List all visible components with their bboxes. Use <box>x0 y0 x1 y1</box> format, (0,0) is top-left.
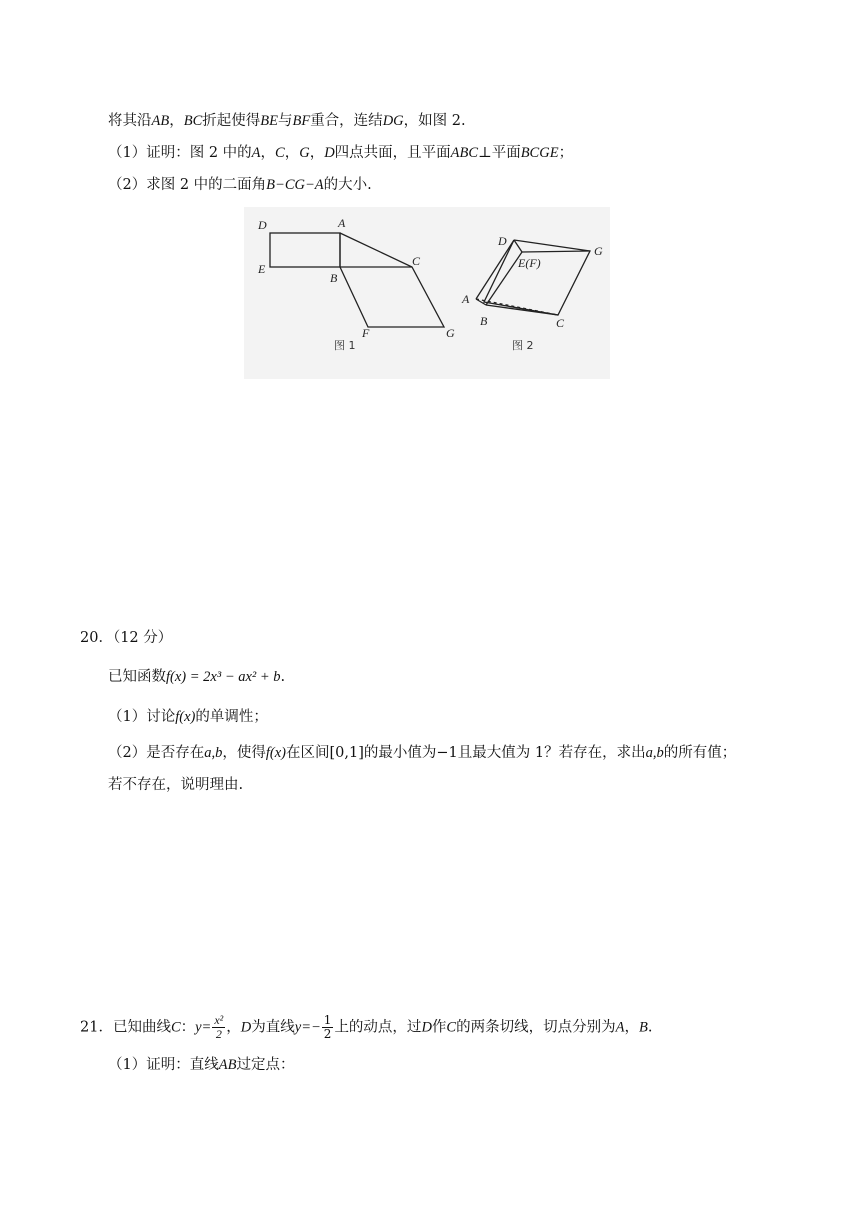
q21-frac-1-over-2: $\frac{1}{2}$ <box>323 1013 332 1041</box>
geometry-figure-svg <box>244 207 610 379</box>
figure-1-drawing <box>270 233 444 327</box>
q21-part1: （1）证明：直线AB过定点： <box>108 1057 295 1073</box>
fig1-square-dabe <box>270 233 340 267</box>
fig2-label-c: C <box>556 316 565 330</box>
fig2-edge-ad <box>476 240 514 299</box>
q20-part2-line2: 若不存在，说明理由. <box>108 777 244 793</box>
fig1-label-f: F <box>362 326 370 340</box>
fig2-edge-eg <box>522 251 590 252</box>
fig1-label-c: C <box>412 254 421 268</box>
fig2-label-b: B <box>480 314 488 328</box>
geometry-figure <box>244 207 610 379</box>
q20-part2: （2）是否存在a,b，使得f(x)在区间[0,1]的最小值为−1且最大值为 1？若存在，求出a,b的所有值； <box>108 745 737 761</box>
fig2-label-ef: E(F) <box>518 256 541 270</box>
q21-stem: 21．已知曲线C：y= $\frac{\text{x²}}{2}$ ，D为直线y=− $\frac{1}{2}$ 上的动点，过D作C的两条切线，切点分别为A，B. <box>80 1013 653 1041</box>
q19-part2: （2）求图 2 中的二面角B−CG−A的大小. <box>108 177 372 193</box>
q21-frac-x2-over-2: $\frac{\text{x²}}{2}$ <box>214 1013 224 1041</box>
fig1-label-b: B <box>330 271 338 285</box>
fig1-caption: 图 1 <box>334 339 356 352</box>
fig1-label-e: E <box>258 262 266 276</box>
q20-stem: 已知函数f(x) = 2x³ − ax² + b. <box>108 669 286 685</box>
q19-line1: 将其沿AB，BC折起使得BE与BF重合，连结DG，如图 2. <box>108 113 466 129</box>
figure-2-drawing <box>476 240 590 315</box>
fig1-label-a: A <box>338 216 346 230</box>
fig1-triangle-and-parallelogram <box>340 233 444 327</box>
fig1-label-g: G <box>446 326 455 340</box>
q20-part1: （1）讨论f(x)的单调性； <box>108 709 268 725</box>
fig2-label-a: A <box>462 292 470 306</box>
fig2-label-d: D <box>498 234 507 248</box>
fig2-caption: 图 2 <box>512 339 534 352</box>
fig2-edge-de <box>514 240 522 252</box>
q20-number: 20．（12 分） <box>80 630 173 646</box>
fig2-label-g: G <box>594 244 603 258</box>
fig1-label-d: D <box>258 218 267 232</box>
q19-part1: （1）证明：图 2 中的A，C，G，D四点共面，且平面ABC⊥平面BCGE； <box>108 145 574 161</box>
